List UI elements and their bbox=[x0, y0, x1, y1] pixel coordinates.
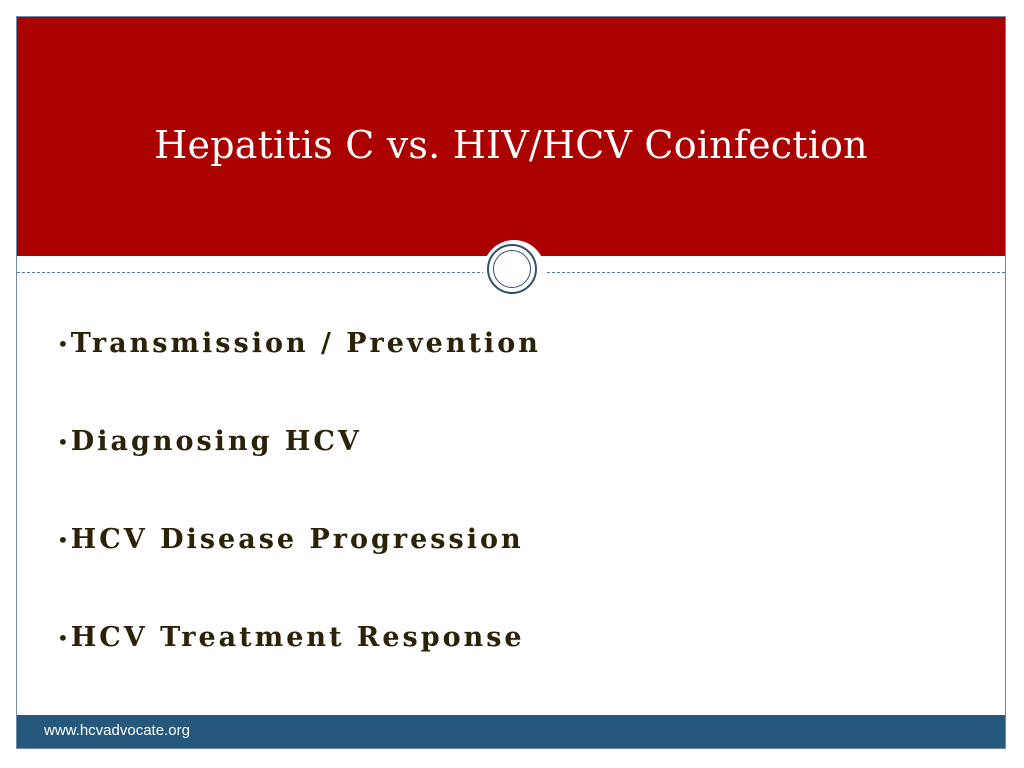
list-item bbox=[57, 322, 541, 420]
slide-frame bbox=[16, 16, 1006, 749]
footer-band bbox=[17, 715, 1005, 748]
bullet-text: Transmission / Prevention bbox=[70, 328, 541, 359]
footer-url-link[interactable]: www.hcvadvocate.org bbox=[44, 722, 190, 739]
list-item bbox=[57, 518, 541, 616]
bullet-text: HCV Disease Progression bbox=[70, 524, 524, 555]
slide-title: Hepatitis C vs. HIV/HCV Coinfection bbox=[154, 123, 868, 167]
bullet-dot-icon: • bbox=[57, 626, 69, 650]
list-item bbox=[57, 616, 541, 714]
bullet-dot-icon: • bbox=[57, 430, 69, 454]
bullet-list bbox=[57, 322, 541, 714]
bullet-text: HCV Treatment Response bbox=[70, 622, 525, 653]
bullet-dot-icon: • bbox=[57, 528, 69, 552]
list-item bbox=[57, 420, 541, 518]
bullet-text: Diagnosing HCV bbox=[70, 426, 362, 457]
inner-ring-icon bbox=[493, 250, 531, 288]
title-band bbox=[17, 17, 1005, 256]
bullet-dot-icon: • bbox=[57, 332, 69, 356]
